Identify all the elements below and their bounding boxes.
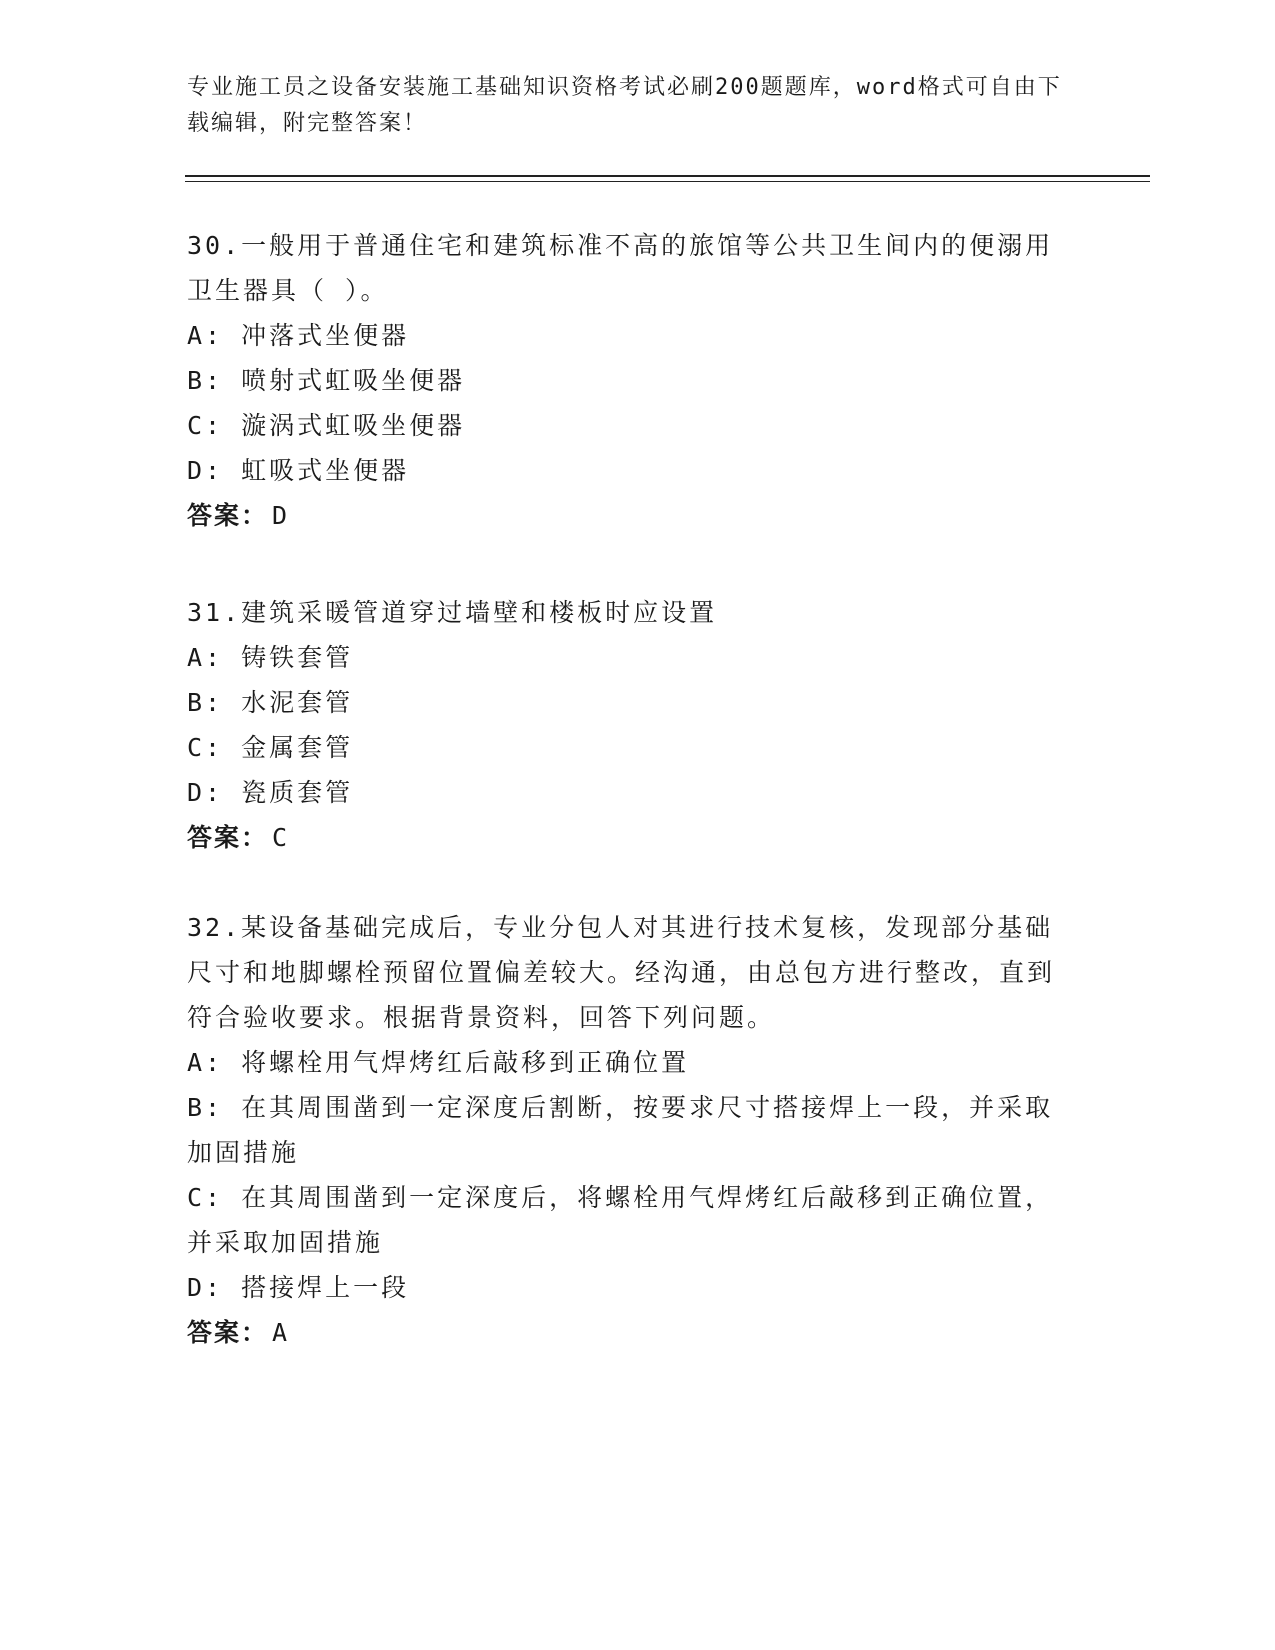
answer-line: [187, 1310, 1077, 1355]
header-divider-thin: [185, 181, 1150, 182]
answer-value: D: [272, 501, 290, 530]
header-divider-thick: [185, 175, 1150, 177]
option-b: B: 在其周围凿到一定深度后割断，按要求尺寸搭接焊上一段，并采取加固措施: [187, 1093, 1054, 1167]
option-d: D: 瓷质套管: [187, 778, 354, 807]
question-stem: 31.建筑采暖管道穿过墙壁和楼板时应设置: [187, 598, 718, 627]
question-stem: 30.一般用于普通住宅和建筑标准不高的旅馆等公共卫生间内的便溺用卫生器具（ ）。: [187, 231, 1054, 305]
option-b: B: 水泥套管: [187, 688, 354, 717]
option-c: C: 在其周围凿到一定深度后，将螺栓用气焊烤红后敲移到正确位置，并采取加固措施: [187, 1183, 1054, 1257]
option-a: A: 冲落式坐便器: [187, 321, 410, 350]
question-32: [187, 905, 1077, 1355]
question-stem: 32.某设备基础完成后，专业分包人对其进行技术复核，发现部分基础尺寸和地脚螺栓预留位置偏差较大。经沟通，由总包方进行整改，直到符合验收要求。根据背景资料，回答下列问题。: [187, 913, 1056, 1032]
option-d: D: 虹吸式坐便器: [187, 456, 410, 485]
answer-line: [187, 493, 1077, 538]
answer-label: 答案：: [187, 823, 269, 852]
answer-label: 答案：: [187, 501, 269, 530]
answer-line: [187, 815, 1077, 860]
answer-value: A: [272, 1318, 290, 1347]
option-c: C: 漩涡式虹吸坐便器: [187, 411, 466, 440]
option-c: C: 金属套管: [187, 733, 354, 762]
option-a: A: 将螺栓用气焊烤红后敲移到正确位置: [187, 1048, 690, 1077]
answer-label: 答案：: [187, 1318, 269, 1347]
question-30: [187, 223, 1077, 538]
question-31: [187, 590, 1077, 860]
document-header: 专业施工员之设备安装施工基础知识资格考试必刷200题题库，word格式可自由下载编辑，附完整答案！: [187, 75, 1062, 136]
option-a: A: 铸铁套管: [187, 643, 354, 672]
option-b: B: 喷射式虹吸坐便器: [187, 366, 466, 395]
option-d: D: 搭接焊上一段: [187, 1273, 410, 1302]
answer-value: C: [272, 823, 290, 852]
